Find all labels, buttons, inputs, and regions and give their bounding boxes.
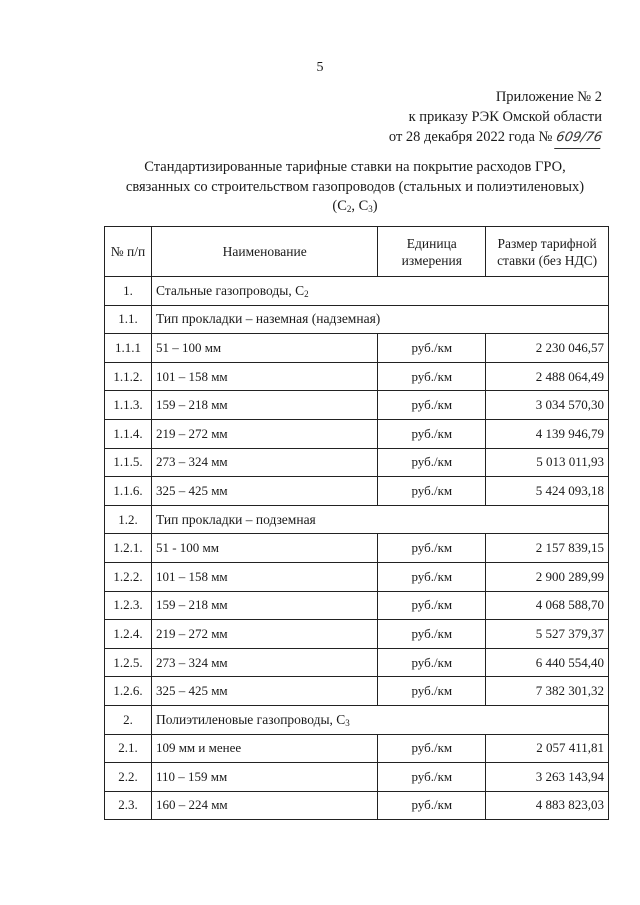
table-section-row (105, 705, 609, 734)
header-rate: Размер тарифной ставки (без НДС) (486, 227, 609, 277)
row-name (151, 534, 377, 563)
appendix-order-date-text: от 28 декабря 2022 года № (388, 129, 553, 145)
row-number: 1.1.2. (105, 362, 152, 391)
row-name (151, 305, 608, 334)
row-rate: 6 440 554,40 (486, 648, 609, 677)
table-section-row (105, 277, 609, 306)
table-body (105, 277, 609, 820)
title-paren-open: (С (332, 198, 347, 214)
row-name-text: 101 – 158 мм (155, 368, 228, 384)
row-rate: 4 883 823,03 (486, 791, 609, 820)
table-row (105, 591, 609, 620)
row-unit: руб./км (378, 648, 486, 677)
row-unit: руб./км (378, 677, 486, 706)
row-unit: руб./км (378, 763, 486, 792)
row-name-text: 51 – 100 мм (155, 339, 222, 355)
row-name (151, 705, 608, 734)
row-name (151, 277, 608, 306)
header-unit: Единица измерения (378, 227, 486, 277)
row-name-text: 219 – 272 мм (155, 625, 228, 641)
table-row (105, 620, 609, 649)
row-number: 1.1.3. (105, 391, 152, 420)
row-name (151, 562, 377, 591)
row-name (151, 734, 377, 763)
row-unit: руб./км (378, 362, 486, 391)
row-rate: 2 900 289,99 (486, 562, 609, 591)
title-paren-close: ) (372, 198, 378, 214)
row-name (151, 677, 377, 706)
row-unit: руб./км (378, 562, 486, 591)
row-number: 2.1. (105, 734, 152, 763)
row-name-text: Стальные газопроводы, С (155, 282, 305, 298)
appendix-block (389, 87, 602, 149)
row-rate: 2 057 411,81 (486, 734, 609, 763)
row-number: 1.2.2. (105, 562, 152, 591)
appendix-order-date (389, 127, 602, 149)
row-name-text: 325 – 425 мм (155, 683, 228, 699)
row-unit: руб./км (378, 591, 486, 620)
row-unit: руб./км (378, 620, 486, 649)
document-title (95, 158, 615, 220)
row-name (151, 620, 377, 649)
table-row (105, 419, 609, 448)
row-name (151, 448, 377, 477)
row-name-text: 159 – 218 мм (155, 597, 228, 613)
row-number: 1.2.5. (105, 648, 152, 677)
table-row (105, 562, 609, 591)
table-row (105, 334, 609, 363)
row-rate: 2 488 064,49 (486, 362, 609, 391)
row-name-text: Тип прокладки – подземная (155, 511, 316, 527)
row-number: 1. (105, 277, 152, 306)
row-name-text: 273 – 324 мм (155, 454, 228, 470)
row-rate: 5 013 011,93 (486, 448, 609, 477)
table-row (105, 534, 609, 563)
row-name (151, 477, 377, 506)
table-row (105, 791, 609, 820)
row-unit: руб./км (378, 448, 486, 477)
row-unit: руб./км (378, 419, 486, 448)
table-row (105, 763, 609, 792)
row-name (151, 505, 608, 534)
row-name-text: 325 – 425 мм (155, 482, 228, 498)
row-rate: 4 068 588,70 (486, 591, 609, 620)
row-rate: 2 157 839,15 (486, 534, 609, 563)
row-rate: 5 424 093,18 (486, 477, 609, 506)
row-unit: руб./км (378, 791, 486, 820)
document-title-line-1: Стандартизированные тарифные ставки на покрытие расходов ГРО, (144, 159, 566, 175)
order-number: 609/76 (554, 128, 604, 149)
row-number: 1.2. (105, 505, 152, 534)
row-unit: руб./км (378, 391, 486, 420)
row-number: 1.2.1. (105, 534, 152, 563)
table-section-row (105, 505, 609, 534)
row-name-subscript: 2 (304, 288, 309, 299)
row-rate: 3 034 570,30 (486, 391, 609, 420)
row-name (151, 334, 377, 363)
title-subscript-1: 2 (346, 204, 352, 214)
table-row (105, 648, 609, 677)
row-name (151, 362, 377, 391)
header-number: № п/п (105, 227, 152, 277)
row-name (151, 763, 377, 792)
table-row (105, 677, 609, 706)
row-number: 1.2.3. (105, 591, 152, 620)
appendix-title: Приложение № 2 (495, 89, 602, 105)
row-name-text: Тип прокладки – наземная (надземная) (155, 311, 381, 327)
row-number: 1.1.6. (105, 477, 152, 506)
row-number: 1.1. (105, 305, 152, 334)
row-rate: 4 139 946,79 (486, 419, 609, 448)
row-name-text: Полиэтиленовые газопроводы, С (155, 711, 346, 727)
row-number: 2.3. (105, 791, 152, 820)
row-name (151, 791, 377, 820)
row-rate: 7 382 301,32 (486, 677, 609, 706)
table-row (105, 362, 609, 391)
document-title-line-3 (95, 197, 615, 220)
table-section-row (105, 305, 609, 334)
row-number: 1.1.5. (105, 448, 152, 477)
table-header-row (105, 227, 609, 277)
row-name-text: 219 – 272 мм (155, 425, 228, 441)
row-name-text: 273 – 324 мм (155, 654, 228, 670)
row-number: 1.2.6. (105, 677, 152, 706)
document-title-line-2: связанных со строительством газопроводов (стальных и полиэтиленовых) (125, 178, 585, 195)
table-row (105, 477, 609, 506)
row-number: 2. (105, 705, 152, 734)
row-unit: руб./км (378, 534, 486, 563)
header-name: Наименование (151, 227, 377, 277)
row-number: 1.1.4. (105, 419, 152, 448)
row-name-text: 160 – 224 мм (155, 797, 228, 813)
row-name (151, 591, 377, 620)
row-name-text: 51 - 100 мм (155, 540, 219, 556)
tariff-table (104, 226, 609, 820)
row-name-subscript: 3 (345, 717, 350, 728)
row-name (151, 391, 377, 420)
row-unit: руб./км (378, 734, 486, 763)
appendix-order-ref: к приказу РЭК Омской области (408, 109, 602, 125)
row-name (151, 648, 377, 677)
row-number: 1.2.4. (105, 620, 152, 649)
row-number: 2.2. (105, 763, 152, 792)
title-separator: , С (351, 198, 369, 214)
row-rate: 2 230 046,57 (486, 334, 609, 363)
row-rate: 5 527 379,37 (486, 620, 609, 649)
row-rate: 3 263 143,94 (486, 763, 609, 792)
row-name-text: 110 – 159 мм (155, 768, 228, 784)
row-unit: руб./км (378, 477, 486, 506)
table-row (105, 448, 609, 477)
row-name-text: 101 – 158 мм (155, 568, 228, 584)
table-row (105, 734, 609, 763)
row-name-text: 159 – 218 мм (155, 397, 228, 413)
title-subscript-2: 3 (368, 204, 373, 214)
table-row (105, 391, 609, 420)
row-name-text: 109 мм и менее (155, 740, 242, 756)
row-unit: руб./км (378, 334, 486, 363)
page-number: 5 (316, 60, 324, 75)
row-number: 1.1.1 (105, 334, 152, 363)
row-name (151, 419, 377, 448)
